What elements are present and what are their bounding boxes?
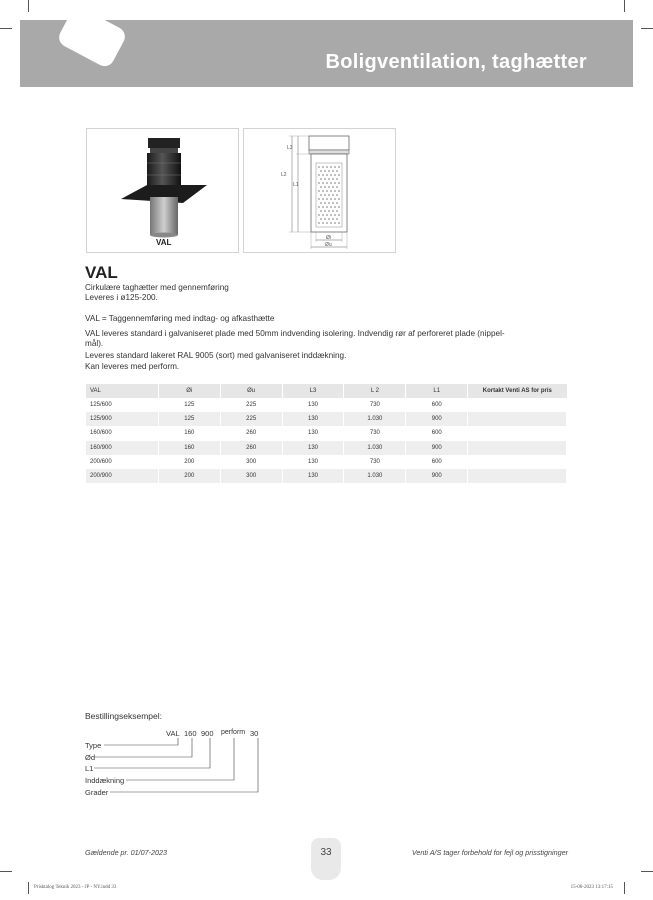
table-header: L1 — [406, 384, 468, 398]
drawing-label-l2: L2 — [281, 172, 287, 178]
table-cell: 1.030 — [344, 441, 406, 455]
table-cell: 900 — [406, 441, 468, 455]
page-title: Boligventilation, taghætter — [325, 51, 587, 73]
page-number-tab — [311, 838, 341, 880]
page-number: 33 — [320, 847, 332, 858]
table-cell: 730 — [344, 398, 406, 412]
table-cell: 1.030 — [344, 412, 406, 426]
table-cell: 125 — [158, 412, 220, 426]
order-label-type: Type — [85, 741, 102, 750]
table-cell: 260 — [220, 426, 282, 440]
order-label-flashing: Inddækning — [85, 776, 125, 785]
product-detail-line: Leveres standard lakeret RAL 9005 (sort) med galvaniseret inddækning. — [85, 351, 347, 360]
print-slug-file: Prisktalog Teknik 2023 - JP - NY.indd 33 — [34, 885, 117, 890]
order-code-degrees: 30 — [250, 729, 259, 738]
table-cell: 200/900 — [86, 469, 159, 483]
table-cell: 900 — [406, 412, 468, 426]
table-header: Øi — [158, 384, 220, 398]
table-cell: 130 — [282, 469, 344, 483]
order-example-title: Bestillingseksempel: — [85, 711, 163, 721]
table-cell: 225 — [220, 398, 282, 412]
table-cell: 130 — [282, 398, 344, 412]
table-cell: 200 — [158, 455, 220, 469]
drawing-label-du: Øu — [325, 242, 332, 248]
table-cell: 125/600 — [86, 398, 159, 412]
order-label-length: L1 — [85, 764, 94, 773]
drawing-label-l3: L3 — [287, 145, 293, 151]
table-cell: 600 — [406, 426, 468, 440]
table-cell: 160 — [158, 441, 220, 455]
table-cell: 125 — [158, 398, 220, 412]
order-label-degrees: Grader — [85, 788, 109, 797]
table-cell: 600 — [406, 455, 468, 469]
product-description-line: Leveres i ø125-200. — [85, 293, 158, 302]
table-header: VAL — [86, 384, 159, 398]
product-detail-line: Kan leveres med perform. — [85, 362, 180, 371]
table-cell: 130 — [282, 455, 344, 469]
table-cell: 730 — [344, 455, 406, 469]
order-code-length: 900 — [201, 729, 214, 738]
drawing-label-di: Øi — [326, 235, 331, 241]
table-cell: 200/600 — [86, 455, 159, 469]
table-header: L3 — [282, 384, 344, 398]
table-cell: 160 — [158, 426, 220, 440]
print-slug-date: 15-06-2023 13:17:15 — [570, 885, 613, 890]
order-code-type: VAL — [166, 729, 180, 738]
photo-caption: VAL — [156, 238, 172, 247]
table-cell: 300 — [220, 469, 282, 483]
product-description-line: Cirkulære taghætter med gennemføring — [85, 283, 229, 292]
footer-validity: Gældende pr. 01/07-2023 — [85, 848, 168, 857]
table-cell: 260 — [220, 441, 282, 455]
order-code-diameter: 160 — [184, 729, 197, 738]
order-code-flashing: perform — [221, 729, 246, 736]
table-header: L 2 — [344, 384, 406, 398]
product-title: VAL — [85, 263, 118, 282]
footer-disclaimer: Venti A/S tager forbehold for fejl og prisstigninger — [411, 848, 568, 857]
product-detail-line: VAL = Taggennemføring med indtag- og afkasthætte — [85, 314, 275, 323]
product-detail-line: VAL leveres standard i galvaniseret plade med 50mm indvending isolering. Indvendig rør af perforeret plade (nippel- — [85, 329, 505, 338]
table-header: Kortakt Venti AS for pris — [468, 384, 567, 398]
order-label-diameter: Ød — [85, 753, 96, 762]
table-cell: 200 — [158, 469, 220, 483]
table-cell: 600 — [406, 398, 468, 412]
table-cell: 130 — [282, 441, 344, 455]
table-cell: 730 — [344, 426, 406, 440]
table-cell: 160/600 — [86, 426, 159, 440]
table-cell: 125/900 — [86, 412, 159, 426]
table-cell: 225 — [220, 412, 282, 426]
table-cell: 130 — [282, 412, 344, 426]
table-cell: 160/900 — [86, 441, 159, 455]
table-cell: 130 — [282, 426, 344, 440]
product-detail-line: mål). — [85, 339, 104, 348]
table-cell: 1.030 — [344, 469, 406, 483]
table-cell: 900 — [406, 469, 468, 483]
drawing-label-l1: L1 — [293, 182, 299, 188]
table-cell: 300 — [220, 455, 282, 469]
table-header: Øu — [220, 384, 282, 398]
